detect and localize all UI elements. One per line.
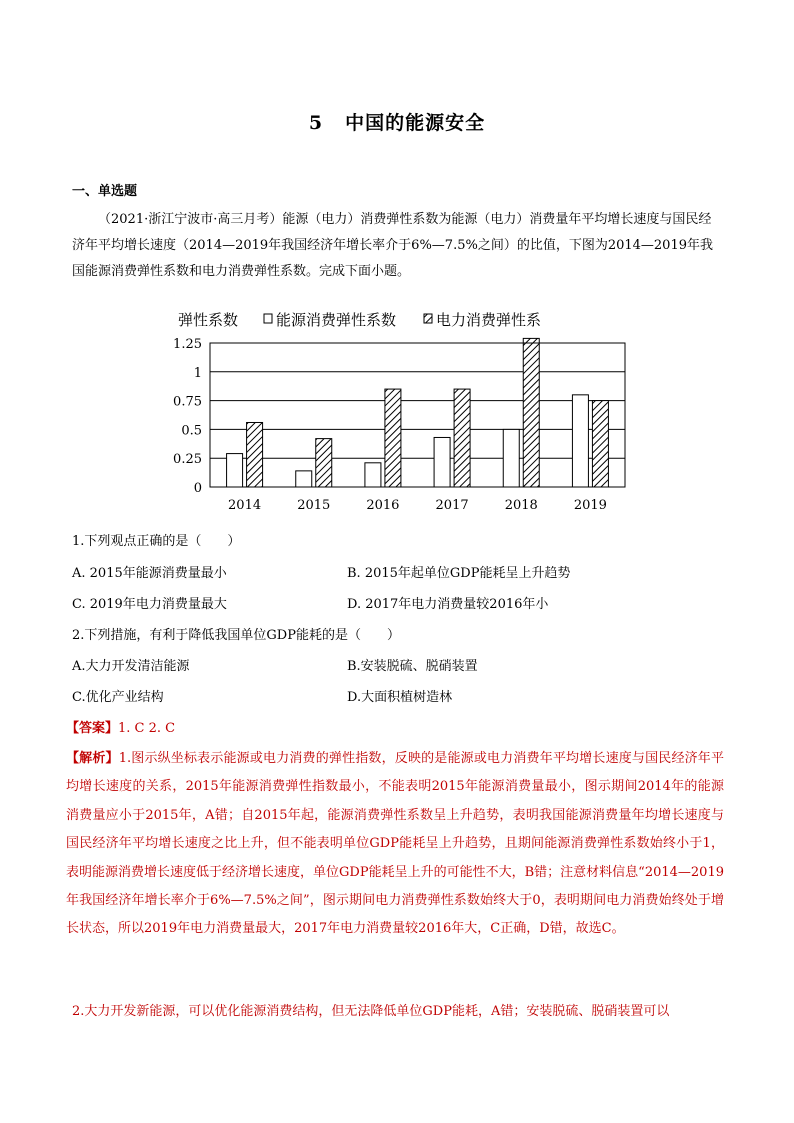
section-heading: 一、单选题	[72, 184, 138, 199]
x-tick-label: 2018	[504, 498, 538, 513]
legend-power: 电力消费弹性系	[436, 311, 542, 329]
bar-energy	[365, 463, 381, 487]
bar-power	[523, 338, 539, 487]
chart-svg	[160, 305, 640, 527]
q2-option-d: D.大面积植树造林	[347, 690, 453, 705]
bar-power	[316, 439, 332, 487]
analysis-paragraph-1	[66, 745, 724, 944]
analysis-text-1: 1.图示纵坐标表示能源或电力消费的弹性指数，反映的是能源或电力消费年平均增长速度与国民经济年平均增长速度的关系，2015年能源消费弹性指数最小，不能表明2015年能源消费量最小，图示期间2014年的能源消费量应小于2015年，A错；自2015年起，能源消费弹性系数呈上升趋势，表明我国能源消费量年均增长速度与国民经济年平均增长速度之比上升，但不能表明单位GDP能耗呈上升趋势，且期间能源消费弹性系数始终小于1，表明能源消费增长速度低于经济增长速度，单位GDP能耗呈上升的可能性不大，B错；注意材料信息“2014—2019年我国经济年增长率介于6%—7.5%之间”，图示期间电力消费弹性系数始终大于0，表明期间电力消费始终处于增长状态，所以2019年电力消费量最大，2017年电力消费量较2016年大，C正确，D错，故选C。	[66, 751, 724, 937]
x-tick-label: 2016	[366, 498, 400, 513]
q1-option-d: D. 2017年电力消费量较2016年小	[347, 597, 549, 612]
answer-text: 1. C 2. C	[118, 721, 176, 736]
bar-energy	[434, 437, 450, 487]
q1-option-a: A. 2015年能源消费量最小	[72, 566, 227, 581]
analysis-label: 【解析】	[66, 751, 119, 766]
y-tick-label: 0	[193, 481, 202, 496]
q2-option-c: C.优化产业结构	[72, 690, 164, 705]
x-tick-label: 2014	[228, 498, 262, 513]
legend-swatch-energy	[264, 314, 272, 323]
q2-option-a: A.大力开发清洁能源	[72, 659, 190, 674]
x-tick-label: 2015	[297, 498, 331, 513]
question-2-stem: 2.下列措施，有利于降低我国单位GDP能耗的是（ ）	[72, 628, 400, 643]
chapter-number: 5	[308, 112, 324, 134]
intro-paragraph: （2021·浙江宁波市·高三月考）能源（电力）消费弹性系数为能源（电力）消费量年平均增长速度与国民经济年平均增长速度（2014—2019年我国经济年增长率介于6%—7.5%之间）的比值，下图为2014—2019年我国能源消费弹性系数和电力消费弹性系数。完成下面小题。	[72, 212, 713, 279]
bar-power	[592, 401, 608, 487]
elasticity-chart	[160, 305, 640, 527]
q1-option-b: B. 2015年起单位GDP能耗呈上升趋势	[347, 566, 571, 581]
chapter-title: 中国的能源安全	[345, 112, 486, 134]
plot-frame	[210, 343, 625, 487]
legend-swatch-power	[424, 314, 432, 323]
x-tick-label: 2019	[573, 498, 607, 513]
answer-label: 【答案】	[66, 721, 119, 736]
y-tick-label: 1	[193, 365, 202, 381]
q2-option-b: B.安装脱硫、脱硝装置	[347, 659, 478, 674]
bar-energy	[296, 471, 312, 487]
q1-option-c: C. 2019年电力消费量最大	[72, 597, 227, 612]
bar-energy	[227, 454, 243, 487]
bar-power	[247, 422, 263, 487]
y-tick-label: 0.25	[173, 452, 202, 468]
bar-energy	[503, 429, 519, 487]
y-tick-label: 0.5	[181, 423, 202, 439]
y-tick-label: 1.25	[173, 337, 202, 352]
question-1-stem: 1.下列观点正确的是（ ）	[72, 534, 241, 549]
x-tick-label: 2017	[435, 498, 469, 513]
bar-power	[385, 389, 401, 487]
analysis-paragraph-2: 2.大力开发新能源，可以优化能源消费结构，但无法降低单位GDP能耗，A错；安装脱硫、脱硝装置可以	[72, 1004, 670, 1019]
page-title	[0, 108, 794, 135]
bar-energy	[572, 395, 588, 487]
y-axis-label: 弹性系数	[178, 311, 239, 329]
y-tick-label: 0.75	[173, 394, 202, 410]
bar-power	[454, 389, 470, 487]
answer-line	[66, 719, 175, 739]
legend-energy: 能源消费弹性系数	[276, 311, 397, 329]
